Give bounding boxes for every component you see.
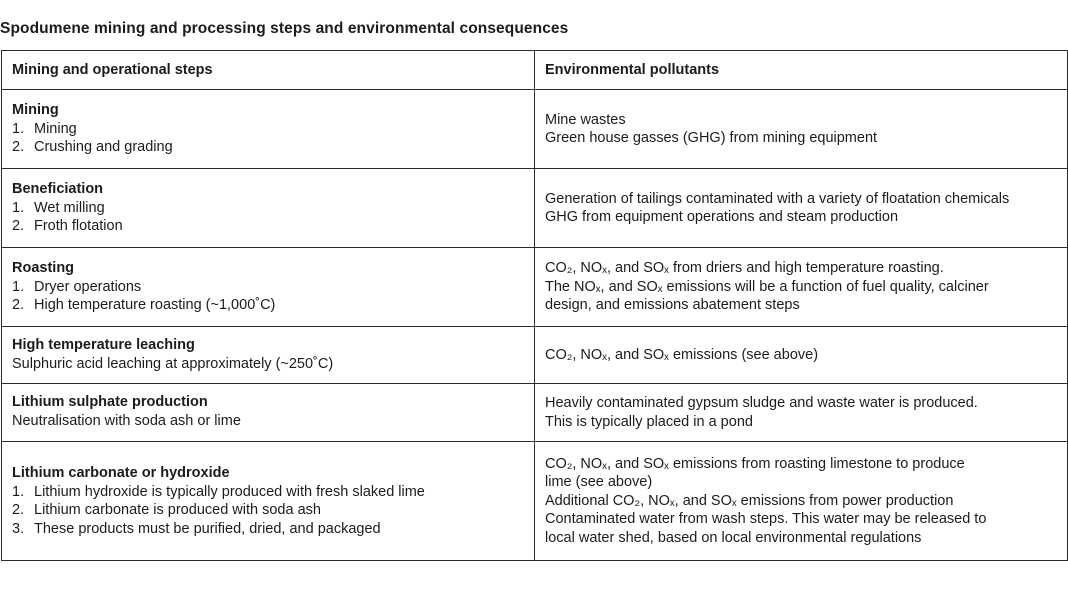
- table-row: [2, 248, 1068, 327]
- stage-title: Roasting: [12, 260, 75, 276]
- pollutant-line: GHG from equipment operations and steam production: [545, 209, 899, 225]
- table-row: [2, 90, 1068, 169]
- pollutants-cell: [535, 90, 1068, 169]
- step-item: 1. Lithium hydroxide is typically produced with fresh slaked lime: [12, 483, 425, 500]
- pollutants-cell: [535, 384, 1068, 442]
- steps-cell: [2, 384, 535, 442]
- page-title: Spodumene mining and processing steps and environmental consequences: [0, 20, 569, 37]
- pollutant-line: Heavily contaminated gypsum sludge and waste water is produced.: [545, 395, 978, 411]
- pollutant-line: design, and emissions abatement steps: [545, 297, 800, 314]
- step-text: Neutralisation with soda ash or lime: [12, 412, 241, 429]
- table-row: [2, 384, 1068, 442]
- step-item: 2. Crushing and grading: [12, 139, 173, 155]
- step-item: 1. Dryer operations: [12, 278, 142, 295]
- step-item: 2. High temperature roasting (~1,000˚C): [12, 297, 276, 313]
- pollutant-line: CO₂, NOₓ, and SOₓ emissions from roasting limestone to produce: [545, 455, 965, 472]
- step-text: Sulphuric acid leaching at approximately (~250˚C): [12, 355, 334, 372]
- pollutant-line: CO₂, NOₓ, and SOₓ emissions (see above): [545, 346, 819, 363]
- header-pollutants: Environmental pollutants: [535, 51, 1068, 90]
- pollutants-cell: [535, 248, 1068, 327]
- stage-title: Mining: [12, 102, 59, 118]
- pollutant-line: This is typically placed in a pond: [545, 413, 753, 430]
- pollutant-line: Contaminated water from wash steps. This water may be released to: [545, 511, 987, 528]
- pollutant-line: Additional CO₂, NOₓ, and SOₓ emissions from power production: [545, 492, 954, 509]
- pollutant-line: Generation of tailings contaminated with a variety of floatation chemicals: [545, 190, 1010, 207]
- processing-table: [1, 50, 1068, 561]
- stage-title: High temperature leaching: [12, 337, 195, 353]
- table-row: [2, 442, 1068, 561]
- pollutants-cell: [535, 169, 1068, 248]
- pollutant-line: Green house gasses (GHG) from mining equipment: [545, 130, 878, 146]
- pollutant-line: local water shed, based on local environmental regulations: [545, 529, 922, 546]
- pollutant-line: Mine wastes: [545, 111, 626, 128]
- table-header-row: [2, 51, 1068, 90]
- step-item: 3. These products must be purified, dried, and packaged: [12, 520, 381, 537]
- table-row: [2, 169, 1068, 248]
- step-item: 2. Lithium carbonate is produced with soda ash: [12, 502, 321, 518]
- stage-title: Lithium carbonate or hydroxide: [12, 465, 230, 481]
- pollutants-cell: [535, 442, 1068, 561]
- pollutants-cell: [535, 327, 1068, 384]
- steps-cell: [2, 327, 535, 384]
- header-steps: Mining and operational steps: [2, 51, 535, 90]
- steps-cell: [2, 169, 535, 248]
- step-item: 1. Mining: [12, 120, 77, 137]
- stage-title: Beneficiation: [12, 181, 104, 197]
- stage-title: Lithium sulphate production: [12, 394, 208, 410]
- steps-cell: [2, 248, 535, 327]
- pollutant-line: The NOₓ, and SOₓ emissions will be a function of fuel quality, calciner: [545, 278, 989, 295]
- steps-cell: [2, 442, 535, 561]
- pollutant-line: CO₂, NOₓ, and SOₓ from driers and high temperature roasting.: [545, 260, 944, 277]
- pollutant-line: lime (see above): [545, 474, 653, 491]
- step-item: 2. Froth flotation: [12, 218, 123, 234]
- steps-cell: [2, 90, 535, 169]
- step-item: 1. Wet milling: [12, 199, 105, 216]
- table-row: [2, 327, 1068, 384]
